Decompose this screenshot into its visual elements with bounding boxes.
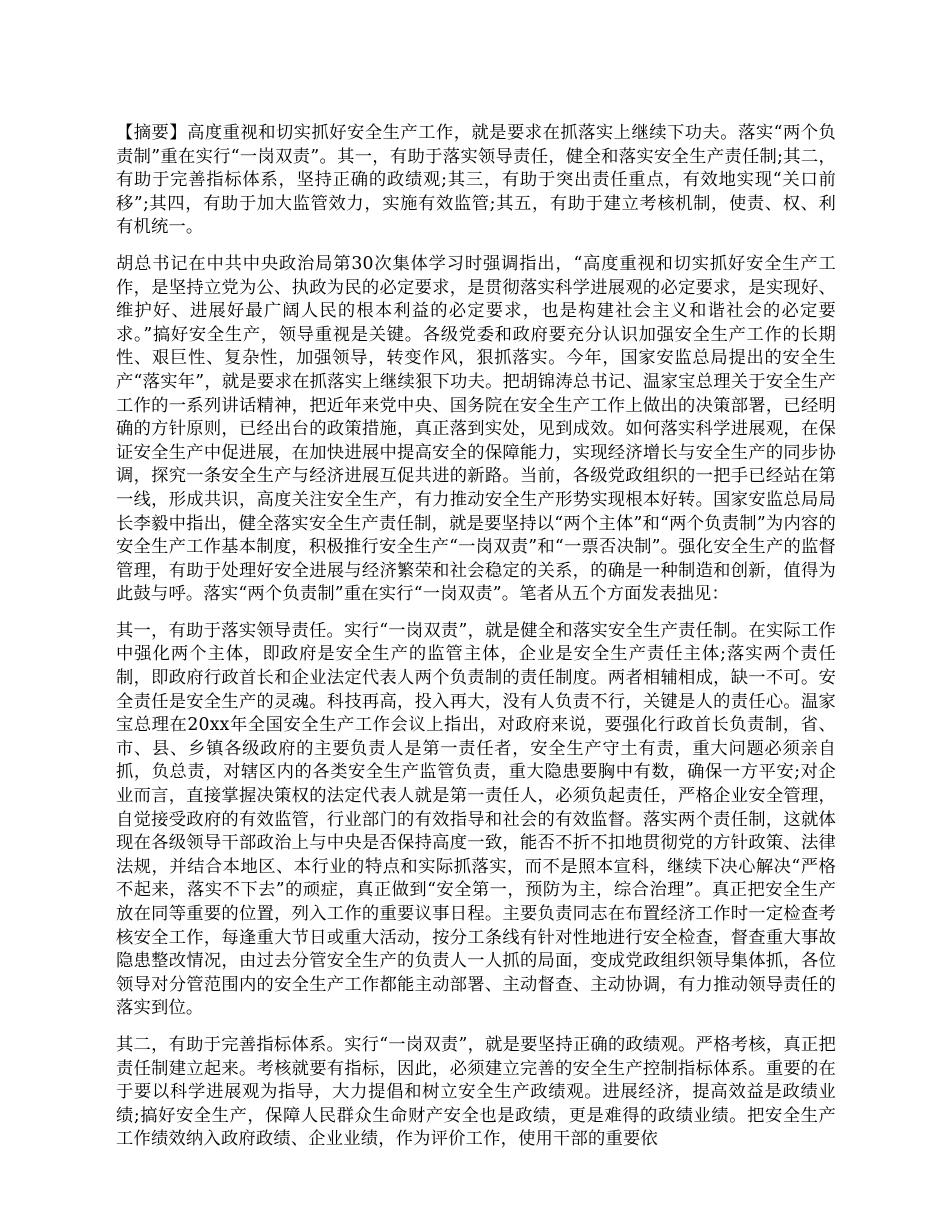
document-body <box>116 122 836 1165</box>
abstract-paragraph: 【摘要】高度重视和切实抓好安全生产工作，就是要求在抓落实上继续下功夫。落实“两个负责制”重在实行“一岗双责”。其一，有助于落实领导责任，健全和落实安全生产责任制;其二，有助于完善指标体系，坚持正确的政绩观;其三，有助于突出责任重点，有效地实现“关口前移”;其四，有助于加大监管效力，实施有效监管;其五，有助于建立考核机制，使责、权、利有机统一。 <box>116 123 836 238</box>
point-two-paragraph: 其二，有助于完善指标体系。实行“一岗双责”，就是要坚持正确的政绩观。严格考核，真正把责任制建立起来。考核就要有指标，因此，必须建立完善的安全生产控制指标体系。重要的在于要以科学进展观为指导，大力提倡和树立安全生产政绩观。进展经济，提高效益是政绩业绩;搞好安全生产，保障人民群众生命财产安全也是政绩，更是难得的政绩业绩。把安全生产工作绩效纳入政府政绩、企业业绩，作为评价工作，使用干部的重要依 <box>116 1034 836 1150</box>
intro-paragraph: 胡总书记在中共中央政治局第30次集体学习时强调指出，“高度重视和切实抓好安全生产工作，是坚持立党为公、执政为民的必定要求，是贯彻落实科学进展观的必定要求，是实现好、维护好、进展好最广阔人民的根本利益的必定要求，也是构建社会主义和谐社会的必定要求。”搞好安全生产，领导重视是关键。各级党委和政府要充分认识加强安全生产工作的长期性、艰巨性、复杂性，加强领导，转变作风，狠抓落实。今年，国家安监总局提出的安全生产“落实年”，就是要求在抓落实上继续狠下功夫。把胡锦涛总书记、温家宝总理关于安全生产工作的一系列讲话精神，把近年来党中央、国务院在安全生产工作上做出的决策部署，已经明确的方针原则，已经出台的政策措施，真正落到实处，见到成效。如何落实科学进展观，在保证安全生产中促进展，在加快进展中提高安全的保障能力，实现经济增长与安全生产的同步协调，探究一条安全生产与经济进展互促共进的新路。当前，各级党政组织的一把手已经站在第一线，形成共识，高度关注安全生产，有力推动安全生产形势实现根本好转。国家安监总局局长李毅中指出，健全落实安全生产责任制，就是要坚持以“两个主体”和“两个负责制”为内容的安全生产工作基本制度，积极推行安全生产“一岗双责”和“一票否决制”。强化安全生产的监督管理，有助于处理好安全进展与经济繁荣和社会稳定的关系，的确是一种制造和创新，值得为此鼓与呼。落实“两个负责制”重在实行“一岗双责”。笔者从五个方面发表拙见： <box>116 253 836 605</box>
point-one-paragraph: 其一，有助于落实领导责任。实行“一岗双责”，就是健全和落实安全生产责任制。在实际工作中强化两个主体，即政府是安全生产的监管主体，企业是安全生产责任主体;落实两个责任制，即政府行政首长和企业法定代表人两个负责制的责任制度。两者相辅相成，缺一不可。安全责任是安全生产的灵魂。科技再高，投入再大，没有人负责不行，关键是人的责任心。温家宝总理在20xx年全国安全生产工作会议上指出，对政府来说，要强化行政首长负责制，省、市、县、乡镇各级政府的主要负责人是第一责任者，安全生产守土有责，重大问题必须亲自抓，负总责，对辖区内的各类安全生产监管负责，重大隐患要胸中有数，确保一方平安;对企业而言，直接掌握决策权的法定代表人就是第一责任人，必须负起责任，严格企业安全管理，自觉接受政府的有效监管，行业部门的有效指导和社会的有效监督。落实两个责任制，这就体现在各级领导干部政治上与中央是否保持高度一致，能否不折不扣地贯彻党的方针政策、法律法规，并结合本地区、本行业的特点和实际抓落实，而不是照本宣科，继续下决心解决“严格不起来，落实不下去”的顽症，真正做到“安全第一，预防为主，综合治理”。真正把安全生产放在同等重要的位置，列入工作的重要议事日程。主要负责同志在布置经济工作时一定检查考核安全工作，每逢重大节日或重大活动，按分工条线有针对性地进行安全检查，督查重大事故隐患整改情况，由过去分管安全生产的负责人一人抓的局面，变成党政组织领导集体抓，各位领导对分管范围内的安全生产工作都能主动部署、主动督查、主动协调，有力推动领导责任的落实到位。 <box>116 620 836 1019</box>
